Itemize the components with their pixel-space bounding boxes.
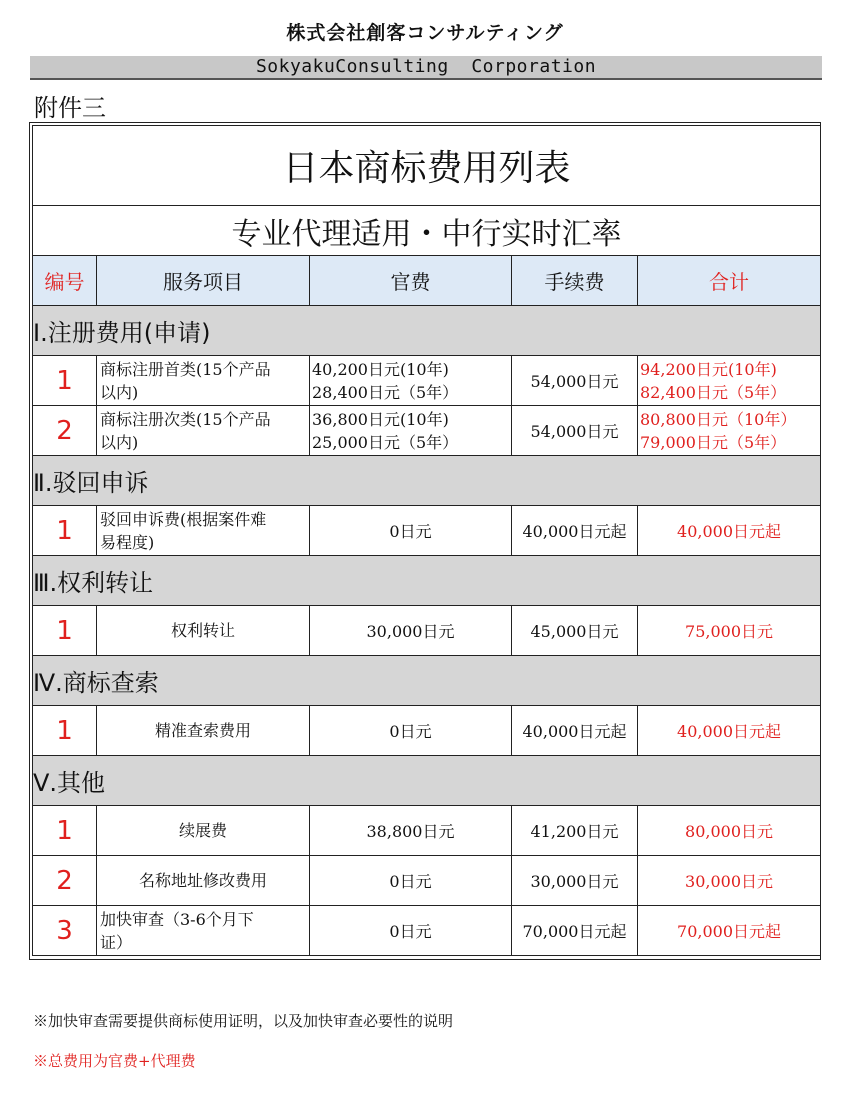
total-fee bbox=[638, 356, 821, 406]
attachment-label: 附件三 bbox=[34, 94, 106, 122]
service-item: 权利转让 bbox=[97, 606, 310, 656]
service-item bbox=[97, 406, 310, 456]
cell-line: 驳回申诉费(根据案件难 bbox=[100, 509, 267, 529]
cell-line: 商标注册次类(15个产品 bbox=[100, 409, 271, 429]
note-total-fee: ※总费用为官费+代理费 bbox=[33, 1052, 196, 1070]
official-fee: 0日元 bbox=[310, 856, 512, 906]
service-item bbox=[97, 906, 310, 956]
cell-line: 36,800日元(10年) bbox=[312, 409, 449, 429]
table-subtitle: 专业代理适用・中行实时汇率 bbox=[33, 206, 821, 256]
section-title: Ⅰ.注册费用(申请) bbox=[33, 306, 821, 356]
cell-line: 商标注册首类(15个产品 bbox=[100, 359, 271, 379]
table-row bbox=[33, 806, 821, 856]
item-number: 1 bbox=[33, 506, 97, 556]
item-number: 2 bbox=[33, 406, 97, 456]
service-item: 续展费 bbox=[97, 806, 310, 856]
table-row bbox=[33, 856, 821, 906]
item-number: 1 bbox=[33, 706, 97, 756]
table-header-row bbox=[33, 256, 821, 306]
column-header-official-fee: 官费 bbox=[310, 256, 512, 306]
section-row bbox=[33, 556, 821, 606]
official-fee: 30,000日元 bbox=[310, 606, 512, 656]
section-title: Ⅴ.其他 bbox=[33, 756, 821, 806]
service-item: 名称地址修改费用 bbox=[97, 856, 310, 906]
handling-fee: 40,000日元起 bbox=[512, 706, 638, 756]
cell-line: 40,200日元(10年) bbox=[312, 359, 449, 379]
section-title: Ⅲ.权利转让 bbox=[33, 556, 821, 606]
handling-fee: 54,000日元 bbox=[512, 406, 638, 456]
cell-line: 25,000日元（5年） bbox=[312, 432, 459, 452]
handling-fee: 54,000日元 bbox=[512, 356, 638, 406]
section-title: Ⅳ.商标查索 bbox=[33, 656, 821, 706]
official-fee: 38,800日元 bbox=[310, 806, 512, 856]
total-fee: 40,000日元起 bbox=[638, 506, 821, 556]
section-row bbox=[33, 306, 821, 356]
column-header-service: 服务项目 bbox=[97, 256, 310, 306]
official-fee: 0日元 bbox=[310, 506, 512, 556]
table-title: 日本商标费用列表 bbox=[33, 126, 821, 206]
handling-fee: 41,200日元 bbox=[512, 806, 638, 856]
total-fee: 70,000日元起 bbox=[638, 906, 821, 956]
cell-line: 94,200日元(10年) bbox=[640, 359, 777, 379]
total-fee: 40,000日元起 bbox=[638, 706, 821, 756]
item-number: 1 bbox=[33, 356, 97, 406]
official-fee: 0日元 bbox=[310, 906, 512, 956]
item-number: 1 bbox=[33, 606, 97, 656]
handling-fee: 30,000日元 bbox=[512, 856, 638, 906]
official-fee bbox=[310, 406, 512, 456]
official-fee: 0日元 bbox=[310, 706, 512, 756]
handling-fee: 40,000日元起 bbox=[512, 506, 638, 556]
total-fee: 75,000日元 bbox=[638, 606, 821, 656]
service-item: 精准查索费用 bbox=[97, 706, 310, 756]
service-item bbox=[97, 356, 310, 406]
cell-line: 28,400日元（5年） bbox=[312, 382, 459, 402]
table-row bbox=[33, 356, 821, 406]
handling-fee: 45,000日元 bbox=[512, 606, 638, 656]
official-fee bbox=[310, 356, 512, 406]
section-row bbox=[33, 456, 821, 506]
cell-line: 证） bbox=[100, 932, 133, 952]
cell-line: 80,800日元（10年） bbox=[640, 409, 797, 429]
total-fee: 80,000日元 bbox=[638, 806, 821, 856]
cell-line: 82,400日元（5年） bbox=[640, 382, 787, 402]
company-name-bar bbox=[30, 56, 822, 80]
handling-fee: 70,000日元起 bbox=[512, 906, 638, 956]
item-number: 3 bbox=[33, 906, 97, 956]
cell-line: 79,000日元（5年） bbox=[640, 432, 787, 452]
cell-line: 易程度) bbox=[100, 532, 155, 552]
total-fee bbox=[638, 406, 821, 456]
section-row bbox=[33, 656, 821, 706]
column-header-number: 编号 bbox=[33, 256, 97, 306]
cell-line: 加快审查（3-6个月下 bbox=[100, 909, 254, 929]
total-fee: 30,000日元 bbox=[638, 856, 821, 906]
company-name-jp: 株式会社創客コンサルティング bbox=[286, 22, 564, 44]
cell-line: 以内) bbox=[100, 382, 139, 402]
column-header-handling-fee: 手续费 bbox=[512, 256, 638, 306]
service-item bbox=[97, 506, 310, 556]
item-number: 2 bbox=[33, 856, 97, 906]
section-row bbox=[33, 756, 821, 806]
fee-table bbox=[32, 125, 821, 956]
column-header-total: 合计 bbox=[638, 256, 821, 306]
table-row bbox=[33, 406, 821, 456]
table-row bbox=[33, 706, 821, 756]
company-name-en: SokyakuConsulting Corporation bbox=[255, 56, 597, 77]
table-row bbox=[33, 506, 821, 556]
note-expedited-exam: ※加快审查需要提供商标使用证明，以及加快审查必要性的说明 bbox=[33, 1012, 454, 1030]
cell-line: 以内) bbox=[100, 432, 139, 452]
table-row bbox=[33, 606, 821, 656]
section-title: Ⅱ.驳回申诉 bbox=[33, 456, 821, 506]
item-number: 1 bbox=[33, 806, 97, 856]
table-row bbox=[33, 906, 821, 956]
